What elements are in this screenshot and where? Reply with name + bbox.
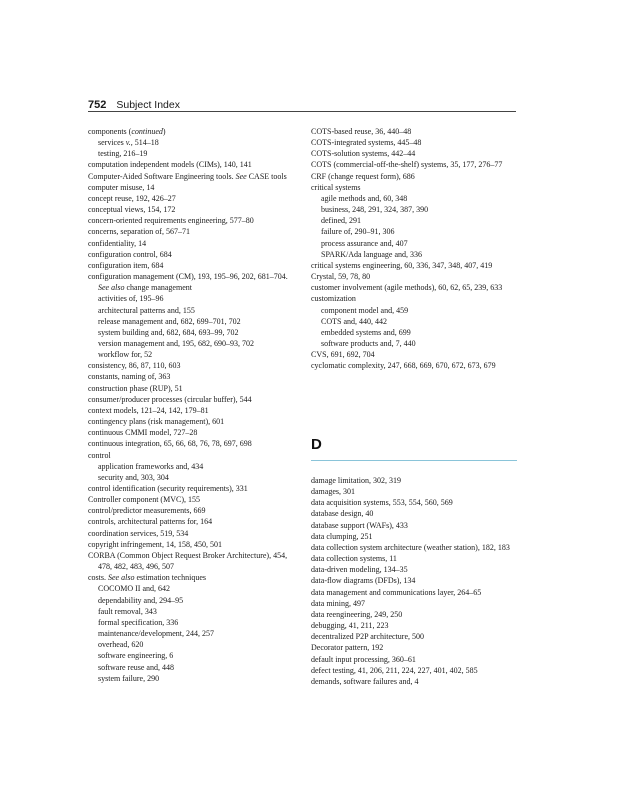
entry-text: costs. <box>88 573 108 583</box>
entry-text: architectural patterns and, 155 <box>98 305 195 315</box>
page-number: 752 <box>88 99 107 111</box>
index-entry <box>311 631 519 642</box>
entry-text: concept reuse, 192, 426–27 <box>88 193 176 203</box>
index-entry <box>311 620 519 631</box>
index-entry <box>311 520 519 531</box>
index-entry <box>88 494 296 505</box>
entry-text: software reuse and, 448 <box>98 662 174 672</box>
index-entry <box>311 587 519 598</box>
entry-text: process assurance and, 407 <box>321 238 408 248</box>
index-entry <box>88 371 296 382</box>
index-subentry <box>88 293 296 304</box>
entry-text: failure of, 290–91, 306 <box>321 227 395 237</box>
index-subentry <box>88 606 296 617</box>
entry-text-tail: change management <box>124 283 192 293</box>
index-entry <box>88 249 296 260</box>
entry-text: COTS-integrated systems, 445–48 <box>311 138 422 148</box>
entry-text: damage limitation, 302, 319 <box>311 476 401 485</box>
entry-text: computer misuse, 14 <box>88 182 155 192</box>
entry-text: controls, architectural patterns for, 164 <box>88 517 213 527</box>
entry-text: construction phase (RUP), 51 <box>88 383 183 393</box>
entry-text: COTS-based reuse, 36, 440–48 <box>311 127 412 136</box>
index-entry <box>311 609 519 620</box>
running-head: Subject Index <box>116 99 180 111</box>
entry-text: consumer/producer processes (circular buffer), 544 <box>88 394 252 404</box>
index-entry <box>311 564 519 575</box>
entry-text: formal specification, 336 <box>98 617 179 627</box>
index-subentry <box>311 338 519 349</box>
section-letter: D <box>311 436 322 453</box>
index-subentry <box>88 583 296 594</box>
entry-text: contingency plans (risk management), 601 <box>88 417 225 427</box>
entry-italic: See also <box>98 283 125 293</box>
index-entry <box>88 416 296 427</box>
index-entry <box>88 539 296 550</box>
index-subentry <box>311 238 519 249</box>
index-subentry <box>311 204 519 215</box>
index-entry <box>88 483 296 494</box>
index-entry <box>88 126 296 137</box>
entry-text: customer involvement (agile methods), 60, 62, 65, 239, 633 <box>311 283 503 293</box>
entry-text: defect testing, 41, 206, 211, 224, 227, 401, 402, 585 <box>311 665 478 675</box>
index-subentry <box>311 305 519 316</box>
entry-text: CRF (change request form), 686 <box>311 171 415 181</box>
entry-text: control <box>88 450 111 460</box>
index-entry <box>311 497 519 508</box>
section-heading <box>311 436 519 454</box>
index-entry <box>88 238 296 249</box>
entry-text: business, 248, 291, 324, 387, 390 <box>321 205 429 215</box>
index-entry <box>311 282 519 293</box>
entry-text: application frameworks and, 434 <box>98 461 204 471</box>
entry-text: concern-oriented requirements engineering, 577–80 <box>88 216 254 226</box>
index-entry <box>88 572 296 583</box>
index-subentry <box>88 673 296 684</box>
entry-text: COCOMO II and, 642 <box>98 584 170 594</box>
index-subentry <box>88 628 296 639</box>
entry-text: configuration control, 684 <box>88 249 172 259</box>
entry-text-tail: ) <box>162 127 166 136</box>
index-subentry <box>311 215 519 226</box>
index-column-right <box>311 126 519 371</box>
entry-text: Decorator pattern, 192 <box>311 643 384 653</box>
entry-text: Crystal, 59, 78, 80 <box>311 272 371 282</box>
entry-text: copyright infringement, 14, 158, 450, 501 <box>88 539 222 549</box>
index-entry <box>311 293 519 304</box>
entry-text: cyclomatic complexity, 247, 668, 669, 670, 672, 673, 679 <box>311 361 496 371</box>
index-subentry <box>311 327 519 338</box>
entry-text: damages, 301 <box>311 487 355 497</box>
entry-text: release management and, 682, 699–701, 702 <box>98 316 241 326</box>
entry-text: version management and, 195, 682, 690–93, 702 <box>98 338 254 348</box>
index-subentry <box>88 338 296 349</box>
index-subentry <box>311 226 519 237</box>
entry-text: system failure, 290 <box>98 673 160 683</box>
index-entry <box>311 271 519 282</box>
index-entry <box>88 204 296 215</box>
index-entry <box>311 508 519 519</box>
index-entry <box>311 159 519 170</box>
entry-text: decentralized P2P architecture, 500 <box>311 632 424 642</box>
index-entry <box>88 516 296 527</box>
entry-text: data-driven modeling, 134–35 <box>311 565 408 575</box>
entry-text: confidentiality, 14 <box>88 238 147 248</box>
index-entry <box>311 598 519 609</box>
entry-text: component model and, 459 <box>321 305 409 315</box>
index-entry <box>311 148 519 159</box>
index-subentry <box>88 316 296 327</box>
index-section-d <box>311 475 519 687</box>
index-entry <box>88 528 296 539</box>
entry-text: activities of, 195–96 <box>98 294 164 304</box>
index-subentry <box>311 316 519 327</box>
entry-text: continuous CMMI model, 727–28 <box>88 428 198 438</box>
index-entry <box>311 531 519 542</box>
index-entry <box>88 383 296 394</box>
index-entry <box>311 486 519 497</box>
index-subentry <box>88 148 296 159</box>
entry-text: testing, 216–19 <box>98 149 148 159</box>
index-entry <box>311 642 519 653</box>
entry-italic: continued <box>131 127 163 136</box>
entry-text: customization <box>311 294 356 304</box>
entry-text: components ( <box>88 127 132 136</box>
index-entry <box>311 542 519 553</box>
index-entry <box>311 654 519 665</box>
index-subentry <box>88 137 296 148</box>
entry-text: Controller component (MVC), 155 <box>88 495 200 505</box>
index-entry <box>88 271 296 293</box>
entry-text: system building and, 682, 684, 693–99, 702 <box>98 327 239 337</box>
entry-text: dependability and, 294–95 <box>98 595 184 605</box>
index-entry <box>88 394 296 405</box>
index-subentry <box>311 249 519 260</box>
entry-text-tail: estimation techniques <box>134 573 206 583</box>
index-subentry <box>88 662 296 673</box>
index-entry <box>88 182 296 193</box>
index-column-left <box>88 126 296 684</box>
index-entry <box>311 126 519 137</box>
entry-text: security and, 303, 304 <box>98 472 169 482</box>
index-subentry <box>88 650 296 661</box>
index-entry <box>311 171 519 182</box>
entry-text: data collection system architecture (weather station), 182, 183 <box>311 542 510 552</box>
entry-text: critical systems engineering, 60, 336, 347, 348, 407, 419 <box>311 260 493 270</box>
entry-text: software products and, 7, 440 <box>321 338 416 348</box>
entry-text: configuration management (CM), 193, 195–96, 202, 681–704. <box>88 272 288 282</box>
entry-text: data management and communications layer, 264–65 <box>311 587 482 597</box>
entry-text: data clumping, 251 <box>311 531 373 541</box>
entry-text: data collection systems, 11 <box>311 554 397 564</box>
index-entry <box>88 450 296 461</box>
entry-text: Computer-Aided Software Engineering tools. <box>88 171 236 181</box>
entry-text: database support (WAFs), 433 <box>311 520 408 530</box>
index-entry <box>88 226 296 237</box>
entry-text: data mining, 497 <box>311 598 365 608</box>
entry-italic: See also <box>108 573 135 583</box>
entry-text: services <box>98 138 126 148</box>
index-subentry <box>88 639 296 650</box>
section-rule <box>311 460 517 461</box>
entry-text: coordination services, 519, 534 <box>88 528 189 538</box>
entry-text: computation independent models (CIMs), 140, 141 <box>88 160 252 170</box>
entry-italic: See <box>235 171 247 181</box>
index-entry <box>311 260 519 271</box>
entry-text-tail: , 514–18 <box>130 138 159 148</box>
entry-text: embedded systems and, 699 <box>321 327 411 337</box>
entry-text: CVS, 691, 692, 704 <box>311 350 375 360</box>
entry-text: defined, 291 <box>321 216 361 226</box>
entry-text: demands, software failures and, 4 <box>311 676 419 686</box>
index-entry <box>311 676 519 687</box>
entry-text: overhead, 620 <box>98 640 144 650</box>
index-subentry <box>88 472 296 483</box>
index-entry <box>88 159 296 170</box>
entry-text: COTS-solution systems, 442–44 <box>311 149 416 159</box>
entry-text: data-flow diagrams (DFDs), 134 <box>311 576 416 586</box>
index-subentry <box>311 193 519 204</box>
index-entry <box>88 215 296 226</box>
index-entry <box>88 427 296 438</box>
entry-text: constants, naming of, 363 <box>88 372 171 382</box>
index-entry <box>88 193 296 204</box>
index-subentry <box>88 595 296 606</box>
entry-text: continuous integration, 65, 66, 68, 76, 78, 697, 698 <box>88 439 252 449</box>
entry-text: configuration item, 684 <box>88 260 164 270</box>
entry-text: software engineering, 6 <box>98 651 174 661</box>
index-entry <box>311 553 519 564</box>
entry-text: COTS and, 440, 442 <box>321 316 387 326</box>
entry-text-tail: CASE tools <box>246 171 287 181</box>
index-entry <box>88 550 296 572</box>
index-subentry <box>88 349 296 360</box>
entry-text: data acquisition systems, 553, 554, 560, 569 <box>311 498 453 508</box>
entry-text: default input processing, 360–61 <box>311 654 416 664</box>
entry-text: database design, 40 <box>311 509 374 519</box>
index-entry <box>88 438 296 449</box>
entry-text: fault removal, 343 <box>98 606 157 616</box>
index-entry <box>311 665 519 676</box>
entry-text: workflow for, 52 <box>98 350 153 360</box>
index-subentry <box>88 327 296 338</box>
index-entry <box>311 137 519 148</box>
entry-text: maintenance/development, 244, 257 <box>98 629 214 639</box>
index-entry <box>88 505 296 516</box>
index-entry <box>311 475 519 486</box>
entry-text: concerns, separation of, 567–71 <box>88 227 190 237</box>
entry-text: agile methods and, 60, 348 <box>321 193 408 203</box>
index-entry <box>311 575 519 586</box>
entry-italic: v. <box>125 138 131 148</box>
entry-text: data reengineering, 249, 250 <box>311 609 403 619</box>
entry-text: conceptual views, 154, 172 <box>88 205 176 215</box>
index-subentry <box>88 617 296 628</box>
entry-text: SPARK/Ada language and, 336 <box>321 249 423 259</box>
index-entry <box>88 260 296 271</box>
entry-text: debugging, 41, 211, 223 <box>311 621 389 631</box>
entry-text: context models, 121–24, 142, 179–81 <box>88 405 209 415</box>
index-entry <box>311 182 519 193</box>
entry-text: consistency, 86, 87, 110, 603 <box>88 361 181 371</box>
index-entry <box>88 360 296 371</box>
entry-text: control identification (security requirements), 331 <box>88 484 248 493</box>
entry-text: COTS (commercial-off-the-shelf) systems, 35, 177, 276–77 <box>311 160 503 170</box>
header-rule <box>88 111 516 112</box>
index-entry <box>88 171 296 182</box>
index-entry <box>311 360 519 371</box>
index-entry <box>311 349 519 360</box>
index-entry <box>88 405 296 416</box>
index-subentry <box>88 461 296 472</box>
index-subentry <box>88 305 296 316</box>
entry-text: control/predictor measurements, 669 <box>88 506 206 516</box>
entry-text: critical systems <box>311 182 361 192</box>
entry-text: CORBA (Common Object Request Broker Architecture), 454, 478, 482, 483, 496, 507 <box>88 550 288 572</box>
